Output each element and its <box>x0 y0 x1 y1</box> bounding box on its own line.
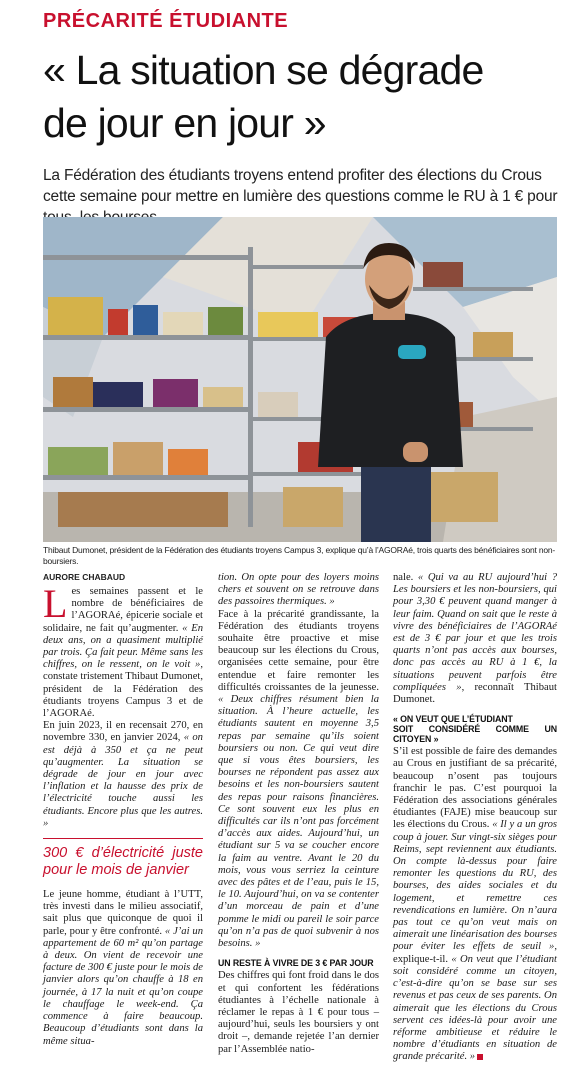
drop-cap: L <box>43 581 68 626</box>
text: , explique-t-il. <box>393 941 557 965</box>
quote: « On veut que l’étudiant soit considéré comme un citoyen, c’est-à-dire qu’on se base sur ses revenus et pas ceux de ses parents. On aimerait que les élections du Crous servent ces idées-là pour avoir une réforme ambitieuse et réduire le nombre d’étudiants en situation de grande précarité. » <box>393 953 557 1063</box>
article-column-1 <box>43 581 203 1048</box>
text: , reconnaît Thibaut Dumonet. <box>393 681 557 706</box>
subheading-line-1: « ON VEUT QUE L’ÉTUDIANT <box>393 714 513 725</box>
quote: tion. On opte pour des loyers moins chers et souvent on se retrouve dans des passoires thermiques. » <box>218 572 379 608</box>
headline-line-2: de jour en jour » <box>43 100 326 146</box>
byline: AURORE CHABAUD <box>43 572 126 582</box>
article-photo <box>43 217 557 542</box>
quote: « Il y a un gros coup à jouer. Sur vingt-six sièges pour Reims, sept reviennent aux étudiants. On compte là-dessus pour faire remonter les questions du RU, des bourses, des aides sociales et du logement, et remettre ces revendications en lumière. On n’aura pas tout ce qu’on veut mais on aimerait une linéarisation des bourses pour éviter les effets de seuil » <box>393 819 557 953</box>
quote: « J’ai un appartement de 60 m² qu’on partage à deux. On vient de recevoir une facture de 300 € juste pour le mois de janvier alors qu’on chauffe à 18 en journée, à 17 la nuit et qu’on coupe le chauffage le week-end. Ça commence à faire beaucoup. Beaucoup d’étudiants sont dans la même situa- <box>43 925 203 1047</box>
standfirst: La Fédération des étudiants troyens entend profiter des élections du Crous cette semaine pour mettre en lumière des questions comme le RU à 1 € pour <box>43 167 558 205</box>
text: Des chiffres qui font froid dans le dos et qui confortent les fédérations étudiantes à l’échelle nationale à réclamer le repas à 1 € pour tous – aujourd’hui, seuls les boursiers y ont droit –, demande rejetée l’an dernier par l’Assemblée natio- <box>218 970 379 1055</box>
subheading-line-2: SOIT CONSIDÉRÉ COMME UN CITOYEN » <box>393 724 557 745</box>
photo-illustration <box>43 217 557 542</box>
paragraph <box>218 609 379 951</box>
text: S’il est possible de faire des demandes au Crous en justifiant de sa précarité, beaucoup n’osent pas toujours franchir le pas. C’est pourquoi la Fédération des associations générales étudiantes (FAJE) mise beaucoup sur les élections du Crous. <box>393 746 557 831</box>
quote: « on est déjà à 350 et ça ne peut qu’augmenter. La situation se dégrade de jour en jour avec l’inflation et la hausse des prix de l’électricité touche aussi les étudiants. Encore plus que les autres. » <box>43 732 203 829</box>
pull-quote: 300 € d’électricité juste pour le mois de janvier <box>43 838 203 879</box>
text: En juin 2023, il en recensait 270, en novembre 330, en janvier 2024, <box>43 720 203 744</box>
photo-caption: Thibaut Dumonet, président de la Fédération des étudiants troyens Campus 3, explique qu’à l’AGORAé, trois quarts des bénéficiaires sont non-boursiers. <box>43 545 556 566</box>
paragraph <box>43 581 203 720</box>
subheading: UN RESTE À VIVRE DE 3 € PAR JOUR <box>218 958 374 969</box>
article-column-3 <box>393 572 557 1064</box>
quote: « Deux chiffres résument bien la situation. À l’heure actuelle, les étudiants sautent en moyenne 3,5 repas par semaine qu’ils soient boursiers ou non. Ce qui veut dire que si vous êtes boursiers, les bourses ne répondent pas assez aux besoins et les non-boursiers sautent des repas pour raisons financières. Ce sont souvent eux les plus en difficultés car ils n’ont pas forcément d’accès aux aides. Aujourd’hui, un étudiant sur 5 va se coucher encore la faim au ventre. Avant le 20 du mois, vous vous serriez la ceinture avec des pâtes et de l’eau, puis le 15, le 10. Aujourd’hui, on va se contenter d’un morceau de pain et d’une pomme le midi ou pareil le soir parce qu’on n’a pas de quoi subvenir à nos besoins. » <box>218 694 379 950</box>
paragraph <box>218 970 379 1055</box>
text: , constate tristement Thibaut Dumonet, président de la Fédération des étudiants troyens Campus 3 et de l’AGORAé. <box>43 659 203 720</box>
end-mark-icon <box>477 1054 483 1060</box>
text: Le jeune homme, étudiant à l’UTT, très investi dans le milieu associatif, sait plus que quiconque de quoi il parle, pour y être confronté. <box>43 889 203 937</box>
paragraph <box>43 720 203 830</box>
text: es semaines passent et le nombre de bénéficiaires de l’AGORAé, épicerie sociale et solidaire, ne fait qu’augmenter. <box>43 586 203 634</box>
paragraph <box>43 889 203 1048</box>
paragraph <box>218 572 379 609</box>
text: Face à la précarité grandissante, la Fédération des étudiants troyens souhaite être proactive et mise beaucoup sur les élections du Crous, organisées cette semaine, pour être entendue et faire remonter les difficultés croissantes de la jeunesse. <box>218 608 379 693</box>
headline <box>43 44 563 150</box>
quote: « En deux ans, on a quasiment multiplié par trois. Ça fait peur. Même sans les chiffres, on le ressent, on le voit » <box>43 622 203 671</box>
article-column-2 <box>218 572 379 1056</box>
paragraph <box>393 572 557 706</box>
subheading <box>393 714 557 744</box>
headline-line-1: « La situation se dégrade <box>43 47 484 93</box>
text: nale. <box>393 572 414 583</box>
section-kicker: PRÉCARITÉ ÉTUDIANTE <box>43 10 289 32</box>
quote: « Qui va au RU aujourd’hui ? Les boursiers et les non-boursiers, qui pour 3,30 € peuvent quand manger à leur faim. Quand on sait que le reste à vivre des bénéficiaires de l’AGORAé est de 3 € par jour et que les trois quarts n’ont pas accès aux bourses, donc pas accès au RU à 1 €, la situations peuvent parfois être compliquées » <box>393 572 558 693</box>
paragraph <box>393 746 557 1063</box>
